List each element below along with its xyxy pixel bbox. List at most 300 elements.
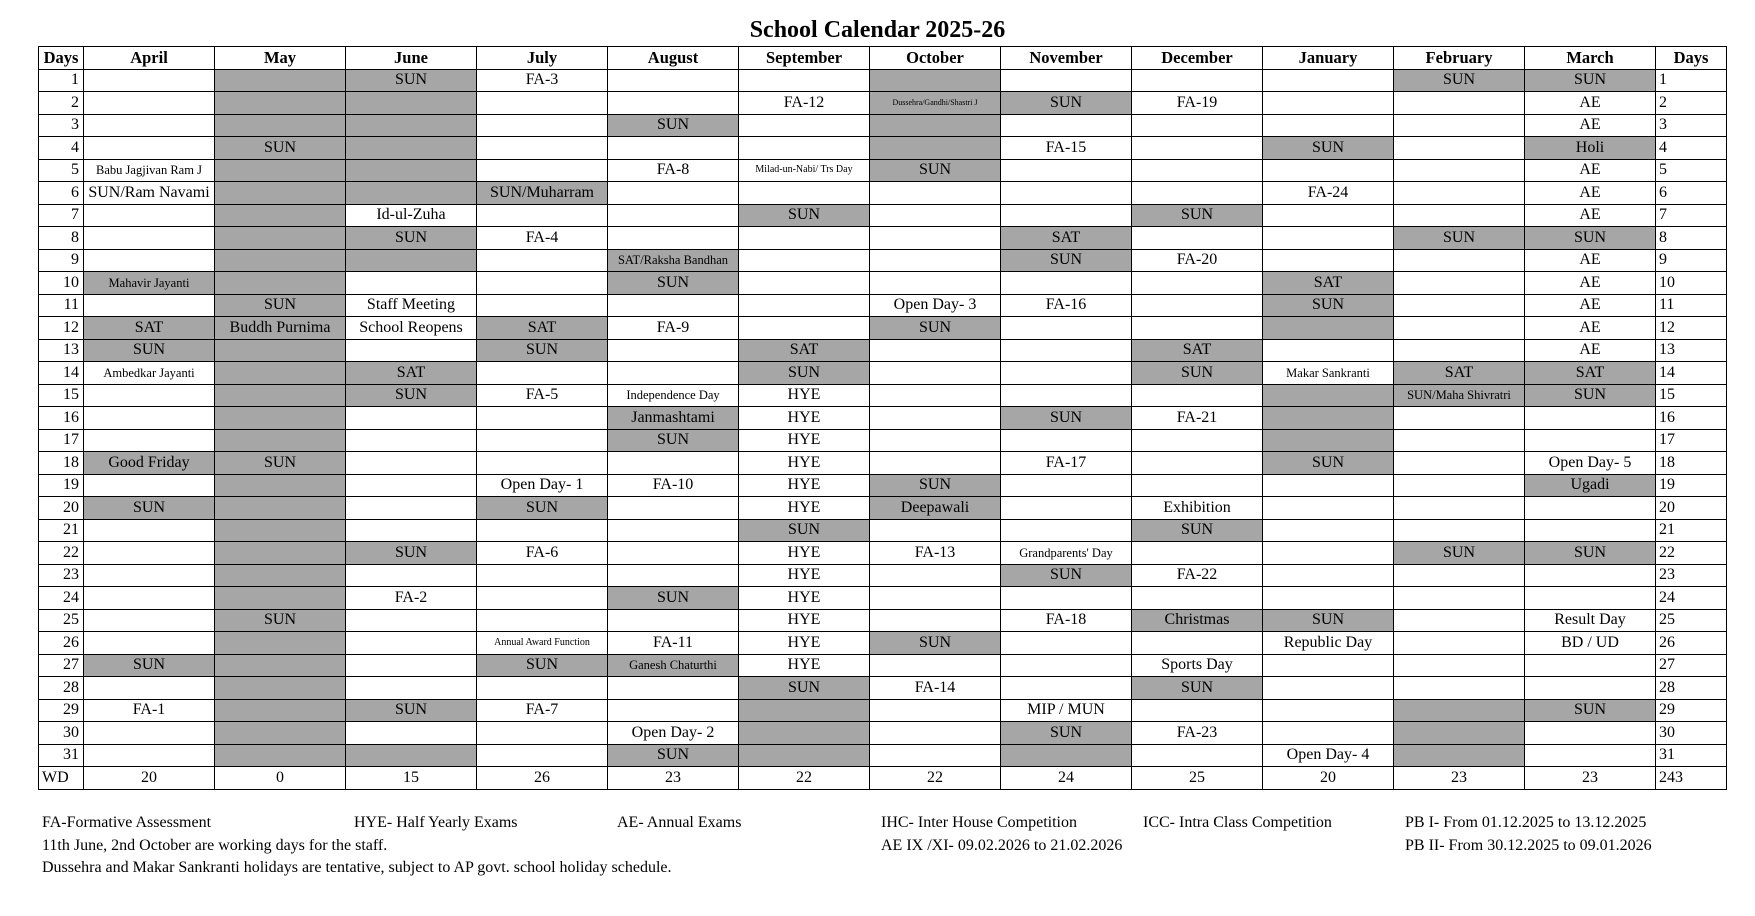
calendar-cell: SUN [1132,677,1263,700]
calendar-cell [1132,272,1263,295]
calendar-cell [608,677,739,700]
calendar-cell [346,722,477,745]
calendar-cell [1263,474,1394,497]
calendar-cell: SUN [1525,542,1656,565]
calendar-cell: SUN [608,587,739,610]
day-row [39,497,1727,520]
day-row [39,114,1727,137]
calendar-cell: HYE [739,587,870,610]
calendar-cell: FA-12 [739,92,870,115]
working-days-total: 243 [1656,767,1727,790]
calendar-cell [346,519,477,542]
calendar-cell: SUN [84,339,215,362]
day-row [39,249,1727,272]
calendar-cell: SUN [1394,227,1525,250]
calendar-cell [870,362,1001,385]
calendar-cell [84,137,215,160]
day-number: 24 [1656,587,1727,610]
calendar-cell [1525,654,1656,677]
calendar-cell [1001,519,1132,542]
day-number: 17 [39,429,84,452]
calendar-cell [215,429,346,452]
day-row [39,474,1727,497]
calendar-cell: FA-6 [477,542,608,565]
working-days-count: 24 [1001,767,1132,790]
day-number: 23 [1656,564,1727,587]
calendar-cell: SUN [346,69,477,92]
calendar-cell: HYE [739,497,870,520]
calendar-cell [84,114,215,137]
calendar-cell: SUN [84,654,215,677]
day-number: 1 [39,69,84,92]
calendar-cell [739,744,870,767]
calendar-cell [84,722,215,745]
calendar-cell [739,272,870,295]
calendar-cell [215,249,346,272]
calendar-cell [477,429,608,452]
calendar-cell [84,744,215,767]
calendar-cell: Ugadi [1525,474,1656,497]
calendar-cell [1001,272,1132,295]
calendar-cell [1263,159,1394,182]
calendar-cell [1394,722,1525,745]
calendar-cell [739,227,870,250]
calendar-cell: Holi [1525,137,1656,160]
calendar-cell [215,227,346,250]
calendar-cell [608,564,739,587]
month-header: March [1525,47,1656,70]
calendar-cell [1525,677,1656,700]
working-days-count: 22 [739,767,870,790]
day-row [39,92,1727,115]
calendar-cell: SUN [739,362,870,385]
working-days-count: 25 [1132,767,1263,790]
calendar-cell [1132,114,1263,137]
calendar-cell: SUN [608,114,739,137]
calendar-cell: SUN [1263,609,1394,632]
calendar-cell: FA-4 [477,227,608,250]
calendar-cell: SUN [608,744,739,767]
calendar-cell: FA-18 [1001,609,1132,632]
calendar-cell: Staff Meeting [346,294,477,317]
day-number: 12 [1656,317,1727,340]
calendar-cell [477,114,608,137]
day-number: 30 [1656,722,1727,745]
calendar-cell: SAT [84,317,215,340]
working-days-count: 23 [1394,767,1525,790]
calendar-cell [870,609,1001,632]
calendar-cell: SUN [1263,294,1394,317]
calendar-cell [1132,137,1263,160]
calendar-cell [1132,632,1263,655]
day-row [39,204,1727,227]
calendar-cell: SUN [1263,452,1394,475]
calendar-cell [215,722,346,745]
calendar-cell [346,339,477,362]
calendar-cell [1001,654,1132,677]
calendar-cell: SUN [739,519,870,542]
calendar-cell [477,744,608,767]
legend-ae: AE- Annual Exams [617,814,742,831]
calendar-cell [1525,564,1656,587]
calendar-cell [1001,362,1132,385]
calendar-cell: FA-7 [477,699,608,722]
calendar-cell [739,69,870,92]
calendar-cell [84,519,215,542]
calendar-cell: FA-3 [477,69,608,92]
day-row [39,429,1727,452]
calendar-cell: SAT [346,362,477,385]
day-number: 26 [39,632,84,655]
calendar-cell: SUN [1525,227,1656,250]
calendar-cell [1132,69,1263,92]
calendar-cell: AE [1525,272,1656,295]
calendar-cell: Annual Award Function [477,632,608,655]
calendar-cell [739,722,870,745]
day-number: 22 [1656,542,1727,565]
calendar-cell [1394,249,1525,272]
calendar-cell [477,587,608,610]
month-header: February [1394,47,1525,70]
legend-ae-ix-xi: AE IX /XI- 09.02.2026 to 21.02.2026 [881,837,1123,854]
calendar-cell: HYE [739,474,870,497]
calendar-cell: SUN [477,339,608,362]
calendar-cell: SUN/Maha Shivratri [1394,384,1525,407]
month-header: November [1001,47,1132,70]
calendar-cell [1263,339,1394,362]
calendar-cell [608,182,739,205]
calendar-cell: SUN [346,699,477,722]
calendar-cell: AE [1525,159,1656,182]
calendar-cell [870,69,1001,92]
calendar-cell: FA-17 [1001,452,1132,475]
calendar-cell: MIP / MUN [1001,699,1132,722]
calendar-cell [346,407,477,430]
calendar-cell: Janmashtami [608,407,739,430]
calendar-cell [215,677,346,700]
calendar-cell [1394,497,1525,520]
day-number: 7 [39,204,84,227]
calendar-cell: School Reopens [346,317,477,340]
day-number: 4 [1656,137,1727,160]
calendar-cell [1525,497,1656,520]
calendar-cell [870,407,1001,430]
day-row [39,339,1727,362]
calendar-cell [870,137,1001,160]
working-days-count: 26 [477,767,608,790]
calendar-cell [1263,92,1394,115]
calendar-cell [608,699,739,722]
day-number: 6 [39,182,84,205]
day-number: 16 [39,407,84,430]
calendar-cell: SUN [1001,722,1132,745]
day-row [39,384,1727,407]
calendar-cell [739,249,870,272]
calendar-cell: FA-19 [1132,92,1263,115]
calendar-cell [84,204,215,227]
calendar-cell [1263,429,1394,452]
calendar-cell: SUN [1001,92,1132,115]
calendar-cell [1394,339,1525,362]
calendar-cell [870,204,1001,227]
calendar-cell: FA-8 [608,159,739,182]
calendar-cell [346,677,477,700]
calendar-cell [1263,407,1394,430]
calendar-cell: SUN [870,474,1001,497]
day-number: 19 [39,474,84,497]
working-days-count: 23 [608,767,739,790]
calendar-cell: SUN [346,542,477,565]
calendar-cell [215,92,346,115]
calendar-cell [870,339,1001,362]
legend-pb2: PB II- From 30.12.2025 to 09.01.2026 [1405,837,1652,854]
calendar-cell [1132,744,1263,767]
calendar-cell: Id-ul-Zuha [346,204,477,227]
calendar-cell: SUN [477,654,608,677]
calendar-cell: Ambedkar Jayanti [84,362,215,385]
calendar-cell [1394,474,1525,497]
calendar-cell [477,249,608,272]
calendar-cell [1263,722,1394,745]
day-number: 3 [1656,114,1727,137]
calendar-cell: SUN [1001,407,1132,430]
calendar-cell: HYE [739,452,870,475]
calendar-cell [870,182,1001,205]
calendar-cell: AE [1525,204,1656,227]
day-row [39,69,1727,92]
calendar-cell: HYE [739,564,870,587]
calendar-cell [870,587,1001,610]
calendar-cell: SUN [1132,519,1263,542]
day-number: 19 [1656,474,1727,497]
day-number: 10 [39,272,84,295]
calendar-cell: FA-23 [1132,722,1263,745]
calendar-cell [1394,204,1525,227]
calendar-title: School Calendar 2025-26 [749,17,1006,43]
calendar-cell: HYE [739,407,870,430]
calendar-cell [346,137,477,160]
day-row [39,294,1727,317]
calendar-cell [1394,587,1525,610]
calendar-cell [1394,407,1525,430]
calendar-cell: FA-22 [1132,564,1263,587]
calendar-cell [477,609,608,632]
calendar-cell [1132,542,1263,565]
calendar-cell: HYE [739,542,870,565]
calendar-cell [1394,654,1525,677]
day-row [39,159,1727,182]
calendar-cell: Christmas [1132,609,1263,632]
calendar-cell: SUN [215,609,346,632]
calendar-cell: SUN [346,384,477,407]
calendar-cell [346,92,477,115]
calendar-cell [608,92,739,115]
calendar-cell [84,227,215,250]
day-number: 22 [39,542,84,565]
calendar-cell [215,699,346,722]
calendar-cell: FA-13 [870,542,1001,565]
day-row [39,722,1727,745]
calendar-cell [215,204,346,227]
calendar-cell: FA-15 [1001,137,1132,160]
calendar-cell: AE [1525,182,1656,205]
calendar-cell [346,182,477,205]
month-header: October [870,47,1001,70]
calendar-cell [1132,587,1263,610]
calendar-cell [870,519,1001,542]
legend-ihc: IHC- Inter House Competition [881,814,1077,831]
calendar-cell: SAT [1263,272,1394,295]
calendar-cell [1132,294,1263,317]
calendar-cell [1001,429,1132,452]
calendar-cell [1394,699,1525,722]
calendar-cell [1263,654,1394,677]
calendar-cell [84,294,215,317]
calendar-cell [1001,632,1132,655]
calendar-cell [215,114,346,137]
day-number: 23 [39,564,84,587]
calendar-cell [477,452,608,475]
calendar-cell [1263,699,1394,722]
month-header: July [477,47,608,70]
calendar-cell [1394,92,1525,115]
calendar-cell: Independence Day [608,384,739,407]
calendar-cell [1263,542,1394,565]
calendar-cell: Open Day- 4 [1263,744,1394,767]
calendar-cell [870,744,1001,767]
calendar-cell [84,474,215,497]
calendar-cell: SUN [739,677,870,700]
calendar-cell: BD / UD [1525,632,1656,655]
day-row [39,272,1727,295]
calendar-cell [739,137,870,160]
calendar-cell: SUN [1394,69,1525,92]
calendar-cell: SUN [477,497,608,520]
day-number: 5 [39,159,84,182]
day-number: 16 [1656,407,1727,430]
day-number: 3 [39,114,84,137]
calendar-cell [346,744,477,767]
working-days-count: 23 [1525,767,1656,790]
day-number: 13 [39,339,84,362]
calendar-cell [477,407,608,430]
calendar-cell: FA-2 [346,587,477,610]
calendar-cell [1001,744,1132,767]
calendar-cell [84,384,215,407]
day-number: 2 [39,92,84,115]
calendar-cell: Mahavir Jayanti [84,272,215,295]
month-header: December [1132,47,1263,70]
calendar-cell [1525,587,1656,610]
days-column-header: Days [1656,47,1727,70]
calendar-cell [477,92,608,115]
calendar-cell [1263,69,1394,92]
calendar-cell [1394,294,1525,317]
day-number: 13 [1656,339,1727,362]
calendar-cell: SAT [739,339,870,362]
calendar-cell [608,339,739,362]
calendar-cell: Republic Day [1263,632,1394,655]
calendar-cell [1132,452,1263,475]
calendar-cell: SUN [608,272,739,295]
calendar-cell: SUN [1132,204,1263,227]
legend-note-working-days: 11th June, 2nd October are working days for the staff. [42,837,388,854]
day-row [39,542,1727,565]
calendar-cell [84,249,215,272]
day-number: 21 [39,519,84,542]
day-number: 25 [39,609,84,632]
calendar-cell [608,452,739,475]
day-row [39,407,1727,430]
calendar-cell: Open Day- 2 [608,722,739,745]
calendar-cell [346,474,477,497]
calendar-cell [1001,677,1132,700]
working-days-count: 20 [84,767,215,790]
calendar-cell: Buddh Purnima [215,317,346,340]
day-number: 17 [1656,429,1727,452]
day-number: 21 [1656,519,1727,542]
calendar-cell [608,542,739,565]
calendar-cell [346,272,477,295]
month-header: May [215,47,346,70]
day-row [39,452,1727,475]
calendar-cell: HYE [739,609,870,632]
day-row [39,362,1727,385]
calendar-cell [1001,497,1132,520]
calendar-cell [477,272,608,295]
calendar-cell: AE [1525,249,1656,272]
day-row [39,677,1727,700]
calendar-cell [870,114,1001,137]
calendar-cell [870,452,1001,475]
calendar-cell [739,699,870,722]
calendar-cell [215,654,346,677]
day-number: 14 [1656,362,1727,385]
calendar-cell: Sports Day [1132,654,1263,677]
calendar-cell [84,677,215,700]
working-days-count: 20 [1263,767,1394,790]
day-number: 18 [39,452,84,475]
calendar-cell: HYE [739,384,870,407]
calendar-cell [1525,429,1656,452]
day-number: 29 [1656,699,1727,722]
calendar-cell [870,384,1001,407]
day-number: 26 [1656,632,1727,655]
calendar-cell [1132,429,1263,452]
calendar-cell [215,384,346,407]
calendar-cell: Makar Sankranti [1263,362,1394,385]
day-number: 24 [39,587,84,610]
day-number: 27 [1656,654,1727,677]
calendar-cell [870,272,1001,295]
calendar-cell [215,632,346,655]
calendar-cell [346,429,477,452]
calendar-cell: SUN [215,294,346,317]
day-row [39,564,1727,587]
calendar-cell [346,497,477,520]
calendar-cell: Dussehra/Gandhi/Shastri J [870,92,1001,115]
calendar-cell [1132,317,1263,340]
calendar-cell: SUN [84,497,215,520]
calendar-cell [870,429,1001,452]
day-number: 11 [1656,294,1727,317]
calendar-cell [608,227,739,250]
day-number: 29 [39,699,84,722]
calendar-cell [1263,114,1394,137]
calendar-cell: SUN [215,452,346,475]
day-number: 15 [39,384,84,407]
calendar-cell: SUN/Muharram [477,182,608,205]
